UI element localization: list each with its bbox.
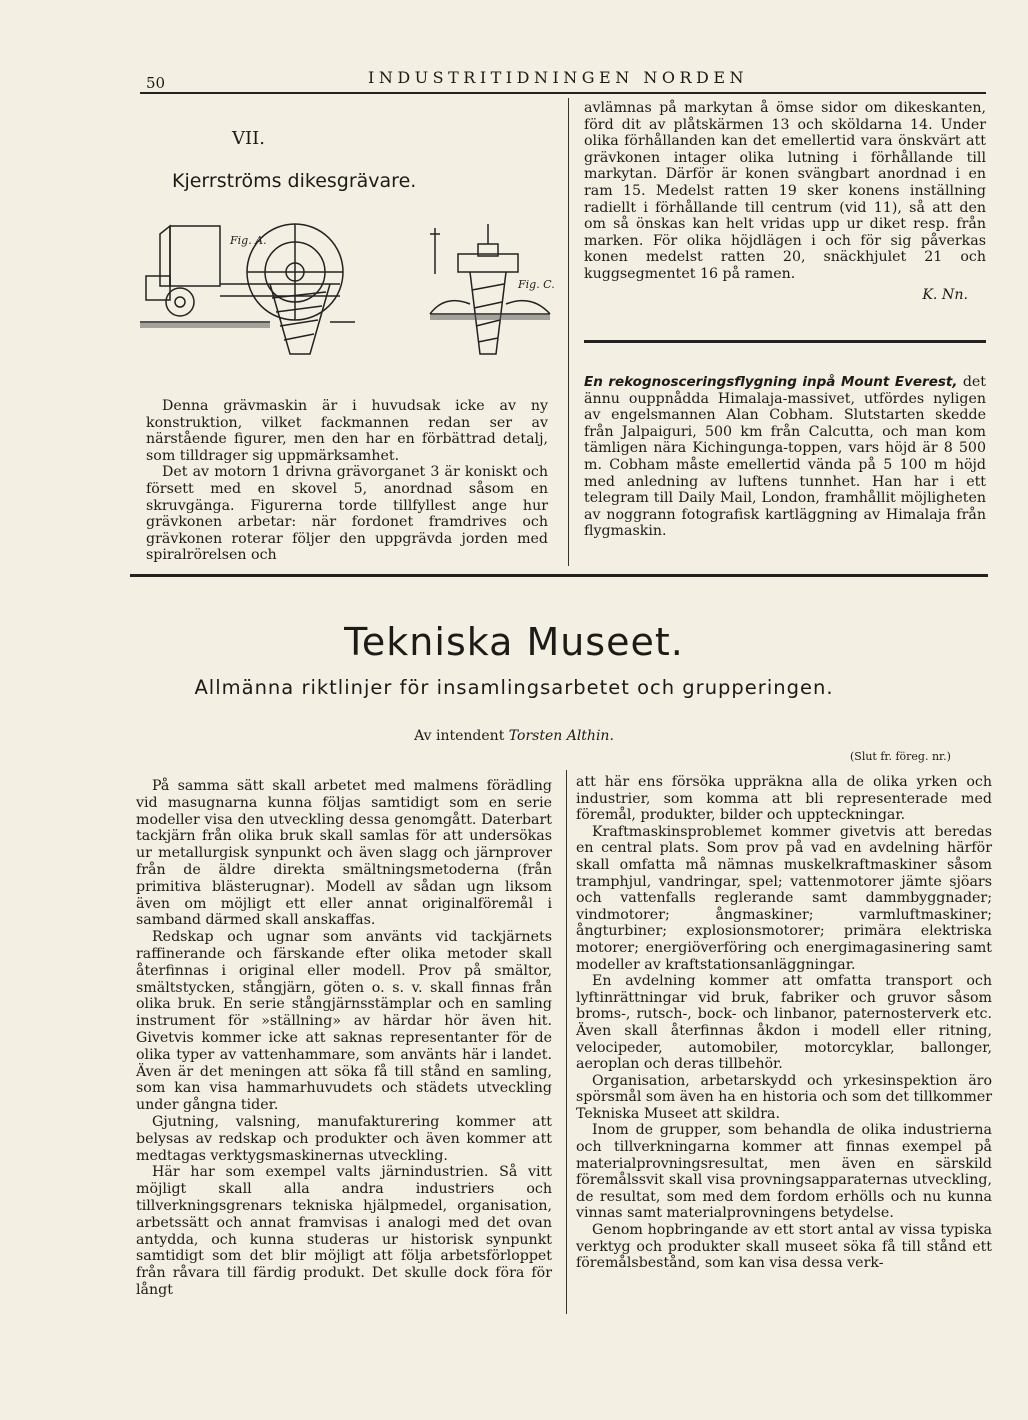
column-divider-top [568, 98, 569, 566]
page-number: 50 [146, 74, 166, 92]
section-number: VII. [232, 128, 265, 149]
section-divider [130, 574, 988, 577]
article2-title: Tekniska Museet. [344, 620, 684, 664]
article2-right-paragraph: Inom de grupper, som behandla de olika industrierna och tillverkningarna kommer att finnas exempel på materialprovningsresultat, men även en särskild föremålssvit skall visa provningsapparaternas utveckling, de resultat, som med dem fordom erhölls och nu kunna vinnas samt materialprovningens betydelse. [576, 1122, 992, 1222]
article2-right-paragraph: Kraftmaskinsproblemet kommer givetvis att beredas en central plats. Som prov på vad en avdelning härför skall omfatta må nämnas muskelkraftmaskiner såsom tramphjul, vandringar, spel; vattenmotorer jämte sjöars och vattenfalls reglerande samt dammbyggnader; vindmotorer; ångmaskiner; varmluftmaskiner; ångturbiner; explosionsmotorer; primära elektriska motorer; energiöverföring och energimagasinering samt modeller av kraftstationsanläggningar. [576, 823, 992, 973]
news-top-rule [584, 340, 986, 343]
header-rule [140, 92, 986, 94]
article2-left-paragraph: Gjutning, valsning, manufakturering kommer att belysas av redskap och produkter och även kommer att medtagas verktygsmaskinernas utveckling. [136, 1113, 552, 1164]
article1-left-paragraph: Det av motorn 1 drivna grävorganet 3 är koniskt och försett med en skovel 5, anordnad såsom en skruvgänga. Figurerna torde tillfyllest ange hur grävkonen arbetar: när fordonet framdrives och grävkonen roterar följer den uppgrävda jorden med spiralrörelsen och [146, 464, 548, 564]
article2-left-column [136, 778, 552, 1299]
fig-c-label: Fig. C. [518, 278, 555, 291]
column-divider-bottom [566, 770, 567, 1314]
news-headline: En rekognosceringsflygning inpå Mount Everest, [584, 374, 958, 390]
article2-right-paragraph: Organisation, arbetarskydd och yrkesinspektion äro spörsmål som även ha en historia och som det tillkommer Tekniska Museet att skildra. [576, 1072, 993, 1122]
news-body: det ännu ouppnådda Himalaja-massivet, utfördes nyligen av engelsmannen Alan Cobham. Slutstarten skedde från Jalpaiguri, 500 km från Calcutta, och man kom tämligen nära Kichingunga-toppen, vars höjd är 8 500 m. Cobham måste emellertid vända på 5 100 m höjd med anledning av luftens tunnhet. Han har i ett telegram till Daily Mail, London, framhållit möjligheten av noggrann fotografisk kartläggning av Himalaja från flygmaskin. [584, 374, 986, 540]
byline-prefix: Av intendent [414, 728, 505, 744]
article2-left-paragraph: Redskap och ugnar som använts vid tackjärnets raffinerande och färskande efter olika metoder skall återfinnas i original eller modell. Prov på smältor, smältstycken, stångjärn, göten o. s. v. skall finnas från olika bruk. En serie stångjärnsstämplar och en samling instrument för »ställning» av härdar hör även hit. Givetvis kommer icke att saknas representanter för de olika typer av vattenhammare, som använts här i landet. Även är det meningen att söka få till stånd en samling, som kan visa hammarhuvudets och städets utveckling under gångna tider. [136, 929, 552, 1114]
byline [0, 728, 1028, 744]
continuation-note: (Slut fr. föreg. nr.) [850, 750, 951, 763]
article1-left-column [146, 398, 548, 564]
article2-subtitle: Allmänna riktlinjer för insamlingsarbetet och grupperingen. [194, 676, 834, 699]
article2-right-paragraph: En avdelning kommer att omfatta transport och lyftinrättningar vid bruk, fabriker och gruvor såsom broms-, rutsch-, bock- och linbanor, paternosterverk etc. Även skall återfinnas åkdon i modell eller ritning, velocipeder, automobiler, motorcyklar, ballonger, aeroplan och deras tillbehör. [576, 973, 992, 1073]
article2-left-paragraph: Här har som exempel valts järnindustrien. Så vitt möjligt skall alla andra industriers och tillverkningsgrenars tekniska hjälpmedel, organisation, arbetssätt och annat framvisas i analogi med det ovan antydda, och kunna studeras ur historisk synpunkt samtidigt som det blir möjligt att följa arbetsförloppet från råvara till färdig produkt. Det skulle dock föra för långt [136, 1164, 552, 1298]
article2-right-column [576, 774, 992, 1272]
excavator-figure [140, 214, 560, 364]
author: Torsten Althin. [508, 728, 614, 744]
fig-a-label: Fig. A. [230, 234, 267, 247]
news-item [584, 374, 986, 540]
article1-right-paragraph: avlämnas på markytan å ömse sidor om dikeskanten, förd dit av plåtskärmen 13 och sköldarna 14. Under olika förhållanden kan det emellertid vara önskvärt att grävkonen intager olika lutning i förhållande till markytan. Därför är konen svängbart anordnad i en ram 15. Medelst ratten 19 sker konens inställning radiellt i förhållande till centrum (vid 11), så att den om så önskas kan helt vridas upp ur diket resp. från marken. För olika höjdlägen i och för sig påverkas konen medelst ratten 20, snäckhjulet 21 och kuggsegmentet 16 på ramen. [584, 100, 986, 282]
article2-right-paragraph: att här ens försöka uppräkna alla de olika yrken och industrier, som komma att bli representerade med föremål, produkter, bilder och uppteckningar. [576, 774, 992, 824]
article1-title: Kjerrströms dikesgrävare. [172, 170, 417, 192]
article2-left-paragraph: På samma sätt skall arbetet med malmens förädling vid masugnarna kunna följas samtidigt som en serie modeller visa den utveckling dessa genomgått. Daterbart tackjärn från olika bruk skall samlas för att undersökas ur metallurgisk synpunkt och även slagg och järnprover från de äldre direkta smältningsmetoderna (från primitiva blästerugnar). Modell av sådan ugn liksom även om möjligt ett eller annat originalföremål i samband därmed skall anskaffas. [136, 778, 552, 929]
journal-title: INDUSTRITIDNINGEN NORDEN [368, 68, 748, 87]
article1-left-paragraph: Denna grävmaskin är i huvudsak icke av ny konstruktion, vilket fackmannen redan ser av närstående figurer, men den har en förbättrad detalj, som tilldrager sig uppmärksamhet. [146, 398, 548, 464]
article2-right-paragraph: Genom hopbringande av ett stort antal av vissa typiska verktyg och produkter skall museet söka få till stånd ett föremålsbestånd, som kan visa dessa verk- [576, 1222, 992, 1272]
article1-right-column [584, 100, 986, 303]
signature: K. Nn. [922, 286, 968, 303]
